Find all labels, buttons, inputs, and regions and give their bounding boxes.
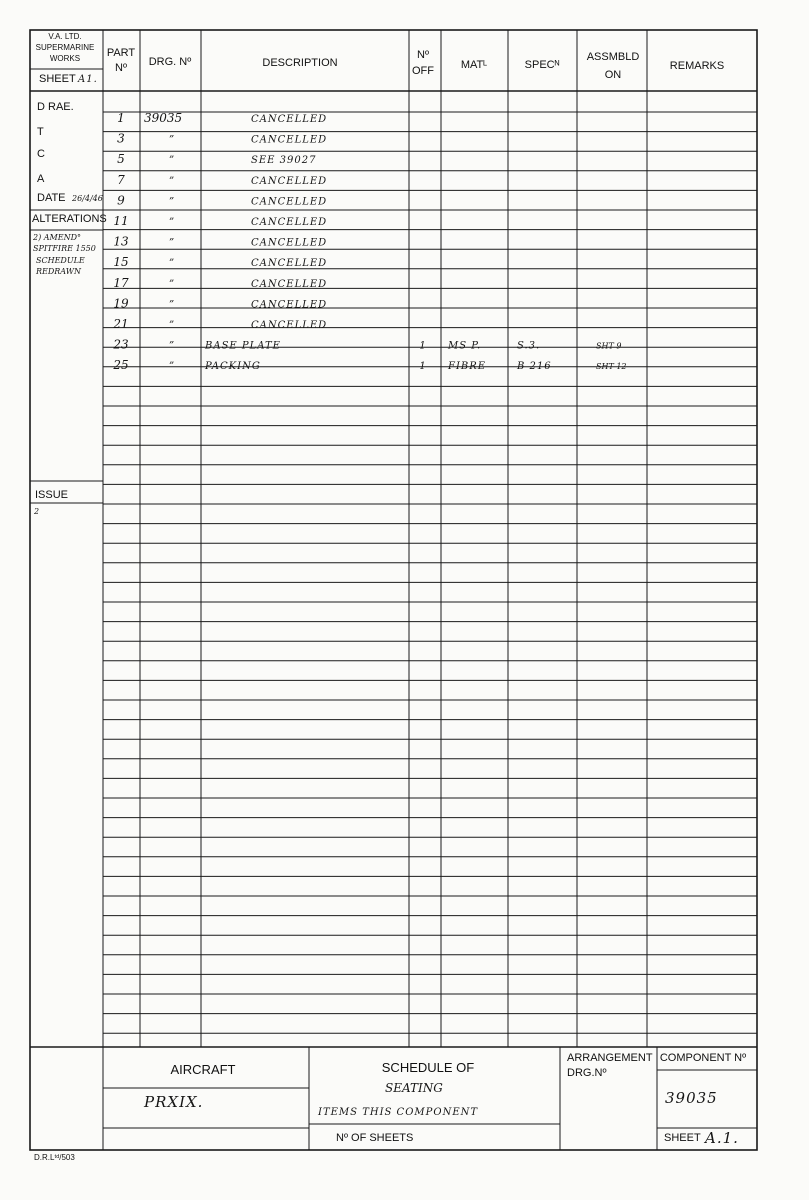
component-label: COMPONENT Nº	[659, 1052, 747, 1064]
alteration-note-3: SCHEDULE	[36, 256, 85, 265]
drawing-number: ”	[169, 237, 176, 249]
drawing-number: ”	[169, 175, 176, 187]
table-row	[113, 255, 327, 269]
header-description: DESCRIPTION	[262, 57, 338, 69]
description: BASE PLATE	[205, 340, 281, 352]
component-value: 39035	[665, 1089, 718, 1107]
schedule-label: SCHEDULE OF	[381, 1060, 475, 1075]
header-part-line-1: PART	[106, 47, 136, 59]
part-number: 17	[113, 275, 129, 290]
part-number: 21	[113, 317, 129, 331]
date-label: DATE	[37, 192, 66, 204]
sheet-label: SHEET	[39, 73, 76, 85]
description: CANCELLED	[251, 217, 328, 228]
header-drg-no: DRG. Nº	[148, 56, 192, 68]
company-line-1: V.A. LTD.	[48, 32, 82, 41]
alteration-note-4: REDRAWN	[36, 267, 81, 276]
header-no-off-line-1: Nº	[417, 49, 429, 61]
table-row	[113, 214, 327, 228]
sheet-value: A1.	[78, 74, 98, 85]
alteration-note-2: SPITFIRE 1550	[33, 244, 96, 253]
sheets-label: Nº OF SHEETS	[336, 1132, 414, 1144]
drawing-number: ”	[169, 361, 176, 373]
description: CANCELLED	[251, 114, 328, 125]
part-number: 1	[117, 111, 125, 125]
aircraft-label: AIRCRAFT	[170, 1062, 236, 1077]
arrangement-label-line-2: DRG.Nº	[567, 1067, 607, 1079]
outer-frame	[30, 30, 757, 1150]
part-number: 19	[113, 296, 129, 311]
description: CANCELLED	[251, 278, 328, 290]
assembled-on: SHT 12	[596, 362, 627, 372]
issue-value: 2	[34, 507, 40, 516]
table-row	[117, 132, 327, 146]
table-row	[113, 276, 327, 290]
drawing-number: ”	[169, 340, 176, 352]
c-label: C	[37, 148, 45, 160]
items-note: ITEMS THIS COMPONENT	[318, 1107, 479, 1118]
t-label: T	[37, 126, 44, 138]
part-number: 15	[113, 255, 129, 270]
assembled-on: SHT 9	[596, 341, 622, 351]
drawing-number: ”	[169, 320, 176, 331]
drae-label: D RAE.	[37, 101, 74, 113]
header-no-off-line-2: OFF	[412, 65, 434, 77]
table-row	[112, 358, 626, 372]
header-spec: SPECᴺ	[524, 59, 560, 71]
table-row	[112, 338, 621, 352]
description: CANCELLED	[251, 134, 328, 146]
part-number: 7	[117, 172, 125, 187]
part-number: 13	[113, 234, 129, 249]
title-block	[143, 1052, 746, 1147]
drawing-number: ”	[169, 258, 176, 270]
schedule-value: SEATING	[385, 1081, 443, 1095]
material: FIBRE	[448, 361, 487, 373]
drawing-number: ”	[169, 155, 176, 167]
part-number: 3	[117, 131, 125, 146]
header-assmbld-line-1: ASSMBLD	[586, 51, 640, 63]
drawing-number: ”	[169, 217, 176, 228]
description: CANCELLED	[251, 258, 328, 270]
a-label: A	[37, 173, 45, 185]
parts-table	[112, 111, 626, 372]
company-line-2: SUPERMARINE	[35, 43, 95, 52]
header-part-line-2: Nº	[115, 62, 127, 74]
drawing-number: ”	[169, 299, 176, 311]
description: CANCELLED	[251, 175, 328, 187]
description: CANCELLED	[251, 237, 328, 249]
part-number: 25	[113, 358, 129, 373]
description: PACKING	[205, 361, 261, 373]
header-matl: MATᴸ	[460, 59, 488, 71]
side-column	[32, 101, 107, 516]
company-line-3: WORKS	[49, 54, 81, 63]
part-number: 23	[113, 337, 129, 352]
alteration-note-1: 2) AMEND°	[33, 233, 81, 242]
column-headers	[107, 47, 724, 81]
alterations-label: ALTERATIONS	[32, 213, 107, 225]
table-row	[112, 317, 327, 331]
part-number: 11	[113, 214, 129, 228]
drawing-number: ”	[169, 278, 176, 290]
header-assmbld-line-2: ON	[604, 69, 622, 81]
header-remarks: REMARKS	[669, 60, 725, 72]
specification: B 216	[517, 361, 552, 373]
part-number: 9	[117, 193, 125, 208]
table-row	[117, 173, 327, 187]
issue-label: ISSUE	[35, 489, 69, 501]
quantity-off: 1	[419, 340, 427, 352]
arrangement-label-line-1: ARRANGEMENT	[567, 1052, 653, 1064]
description: CANCELLED	[251, 320, 328, 331]
material: MS P.	[448, 340, 482, 352]
drawing-number: ”	[169, 134, 176, 146]
form-reference: D.R.Lᵗᵈ/503	[34, 1153, 75, 1162]
aircraft-value: PRXIX.	[144, 1093, 204, 1111]
form-grid	[30, 30, 757, 1150]
quantity-off: 1	[419, 361, 427, 373]
date-value: 26/4/46	[72, 194, 103, 203]
table-row	[117, 152, 316, 166]
table-row	[117, 111, 327, 125]
footer-sheet-label: SHEET	[664, 1132, 701, 1144]
part-number: 5	[117, 152, 125, 167]
drawing-number: 39035	[144, 111, 183, 125]
specification: S.3.	[517, 340, 541, 352]
company-block	[36, 32, 98, 85]
description: CANCELLED	[251, 299, 328, 311]
description: CANCELLED	[251, 196, 328, 208]
drawing-number: ”	[169, 196, 176, 208]
table-row	[117, 193, 327, 207]
table-row	[113, 235, 327, 249]
description: SEE 39027	[251, 155, 317, 167]
footer-sheet-value: A.1.	[705, 1129, 739, 1147]
